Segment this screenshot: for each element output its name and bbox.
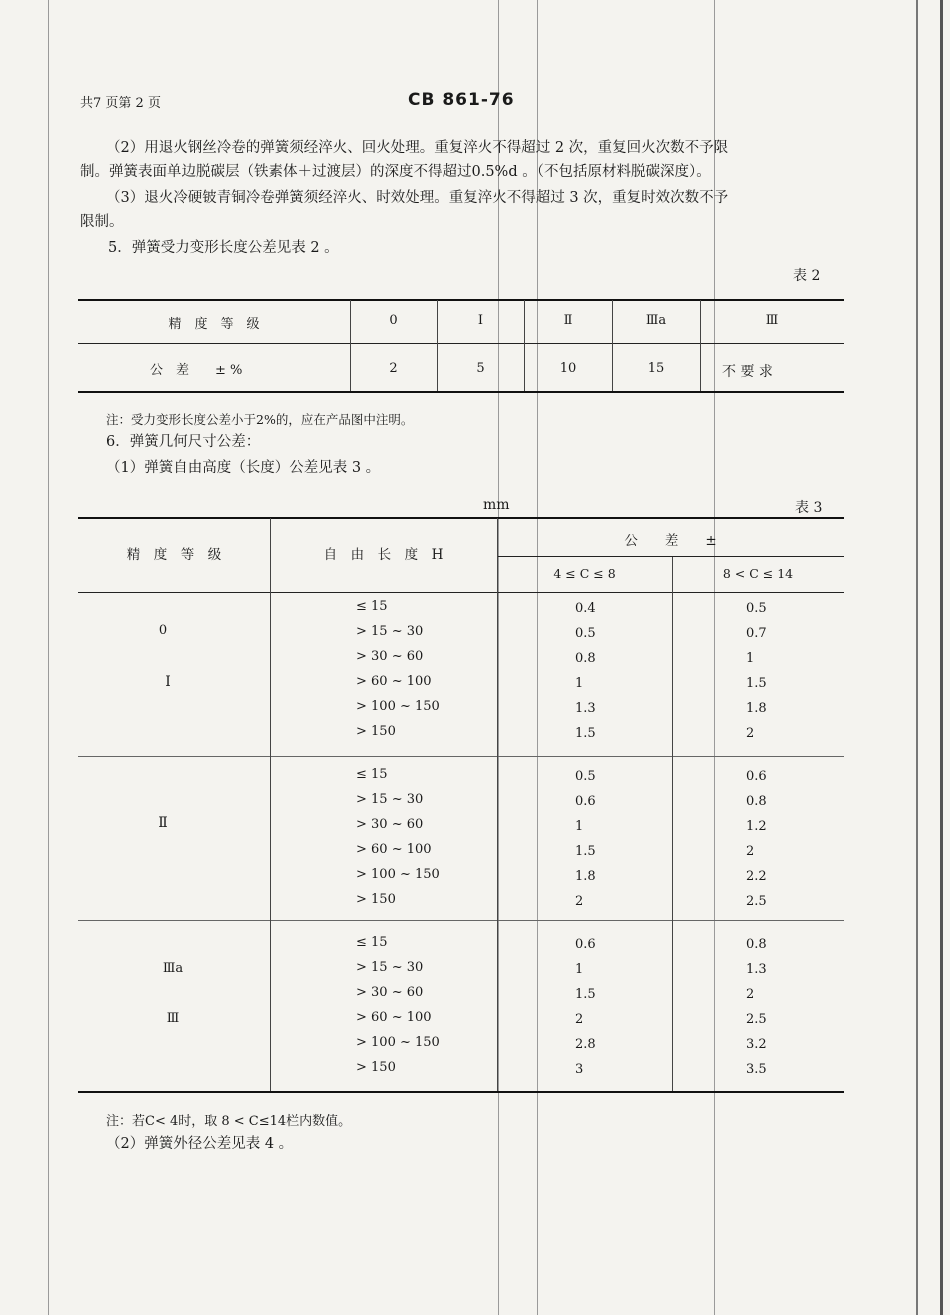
table-2-tolerance: 2 — [389, 361, 398, 376]
table-3-length-cell: > 30 ~ 60 — [356, 649, 424, 664]
table-3-length-cell: ≤ 15 — [356, 767, 388, 782]
table-3-length-cell: > 150 — [356, 892, 396, 907]
table-3-length-cell: > 150 — [356, 1060, 396, 1075]
paragraph-2-line-1: （2）用退火钢丝冷卷的弹簧须经淬火、回火处理。重复淬火不得超过 2 次，重复回火次数不予限 — [106, 140, 729, 156]
table-3-tolerance-cell: 2.5 — [746, 1012, 767, 1027]
table-3-length-cell: > 100 ~ 150 — [356, 699, 440, 714]
table-2-grade: 0 — [389, 313, 398, 328]
table-3-length-cell: > 100 ~ 150 — [356, 867, 440, 882]
table-3-length-cell: > 15 ~ 30 — [356, 960, 424, 975]
scan-line — [48, 0, 49, 1315]
table-3-tolerance-cell: 1.3 — [746, 962, 767, 977]
paragraph-2-line-2: 制。弹簧表面单边脱碳层（铁素体＋过渡层）的深度不得超过0.5%d 。（不包括原材料脱碳深度）。 — [80, 164, 711, 180]
item-6-1: （1）弹簧自由高度（长度）公差见表 3 。 — [106, 460, 381, 476]
table-3-header-grade: 精 度 等 级 — [126, 547, 222, 563]
table-3-top-rule — [78, 517, 844, 519]
scan-line — [940, 0, 943, 1315]
table-3-grade-label: Ⅱ — [158, 815, 168, 831]
table-3-tolerance-cell: 1.5 — [575, 987, 596, 1002]
table-3-divider — [497, 518, 498, 1091]
table-3-tolerance-cell: 1 — [575, 962, 584, 977]
table-3-length-cell: > 15 ~ 30 — [356, 624, 424, 639]
table-3-tolerance-cell: 2 — [575, 894, 584, 909]
table-3-tolerance-cell: 2.5 — [746, 894, 767, 909]
table-3-tolerance-cell: 2.8 — [575, 1037, 596, 1052]
table-2-grade: Ⅱ — [563, 313, 573, 328]
table-3-tolerance-cell: 0.6 — [575, 937, 596, 952]
table-3-tolerance-cell: 1.5 — [575, 726, 596, 741]
table-2-tolerance: 不 要 求 — [722, 364, 773, 380]
table-3-length-cell: ≤ 15 — [356, 599, 388, 614]
table-3-subheader-c-range-1: 4 ≤ C ≤ 8 — [553, 566, 616, 581]
table-3-tolerance-cell: 1.8 — [575, 869, 596, 884]
item-6: 6．弹簧几何尺寸公差： — [106, 434, 261, 450]
table-3-tolerance-cell: 0.6 — [746, 769, 767, 784]
table-3-tolerance-cell: 3.5 — [746, 1062, 767, 1077]
table-3-tolerance-cell: 3 — [575, 1062, 584, 1077]
table-3-tolerance-cell: 1 — [575, 819, 584, 834]
table-3-grade-label: Ⅲa — [162, 961, 184, 976]
table-3-tolerance-cell: 1.5 — [746, 676, 767, 691]
table-3-group-rule — [78, 756, 844, 757]
table-3-tolerance-cell: 1 — [575, 676, 584, 691]
paragraph-3-line-1: （3）退火冷硬铍青铜冷卷弹簧须经淬火、时效处理。重复淬火不得超过 3 次，重复时效次数不予 — [106, 190, 729, 206]
table-3-divider — [672, 557, 673, 1091]
page-info: 共7 页第 2 页 — [80, 96, 161, 111]
table-2-grade: Ⅲa — [645, 313, 667, 328]
table-3-tolerance-cell: 2 — [746, 726, 755, 741]
table-3-tolerance-cell: 0.5 — [575, 626, 596, 641]
table-2-row-header-tolerance: 公 差 ± % — [150, 363, 243, 378]
table-3-length-cell: > 60 ~ 100 — [356, 842, 432, 857]
table-2-tolerance: 10 — [559, 361, 577, 376]
table-3-tolerance-cell: 2 — [746, 987, 755, 1002]
table-3-header-tolerance: 公 差 ± — [624, 533, 717, 549]
table-3-length-cell: > 30 ~ 60 — [356, 817, 424, 832]
table-2-top-rule — [78, 299, 844, 301]
table-3-tolerance-cell: 2.2 — [746, 869, 767, 884]
table-2-row-header-grade: 精 度 等 级 — [168, 317, 260, 332]
table-3-length-cell: > 150 — [356, 724, 396, 739]
table-3-tolerance-cell: 0.7 — [746, 626, 767, 641]
note-table-2: 注：受力变形长度公差小于2%的，应在产品图中注明。 — [106, 412, 414, 427]
paragraph-3-line-2: 限制。 — [80, 214, 124, 230]
table-3-tolerance-cell: 1.5 — [575, 844, 596, 859]
table-3-tolerance-cell: 2 — [575, 1012, 584, 1027]
table-3-tolerance-cell: 0.8 — [746, 937, 767, 952]
table-3-tolerance-cell: 0.4 — [575, 601, 596, 616]
table-3-length-cell: > 60 ~ 100 — [356, 1010, 432, 1025]
table-3-header-length: 自 由 长 度 H — [323, 547, 444, 563]
table-3-tolerance-cell: 1.8 — [746, 701, 767, 716]
table-3-length-cell: > 60 ~ 100 — [356, 674, 432, 689]
table-3-length-cell: ≤ 15 — [356, 935, 388, 950]
table-3-tolerance-cell: 0.6 — [575, 794, 596, 809]
table-3-header-rule — [78, 592, 844, 593]
table-3-tolerance-cell: 1 — [746, 651, 755, 666]
table-3-length-cell: > 15 ~ 30 — [356, 792, 424, 807]
table-2-mid-rule — [78, 343, 844, 344]
table-3-tolerance-cell: 1.3 — [575, 701, 596, 716]
table-3-tolerance-cell: 0.5 — [746, 601, 767, 616]
item-5: 5．弹簧受力变形长度公差见表 2 。 — [108, 240, 339, 256]
table-3-group-rule — [78, 920, 844, 921]
scan-line — [916, 0, 918, 1315]
table-3-tolerance-cell: 0.8 — [746, 794, 767, 809]
table-3-unit: mm — [483, 497, 510, 513]
table-3-grade-label: 0 — [158, 623, 168, 638]
table-3-header-sub-rule — [497, 556, 844, 557]
table-3-tolerance-cell: 0.8 — [575, 651, 596, 666]
table-3-label: 表 3 — [795, 500, 823, 516]
table-2-tolerance: 5 — [476, 361, 485, 376]
table-3-tolerance-cell: 0.5 — [575, 769, 596, 784]
table-3-length-cell: > 100 ~ 150 — [356, 1035, 440, 1050]
table-3-tolerance-cell: 1.2 — [746, 819, 767, 834]
table-3-tolerance-cell: 2 — [746, 844, 755, 859]
table-3-length-cell: > 30 ~ 60 — [356, 985, 424, 1000]
table-3-divider — [270, 518, 271, 1091]
table-2-label: 表 2 — [793, 268, 821, 284]
table-3-bottom-rule — [78, 1091, 844, 1093]
table-3-tolerance-cell: 3.2 — [746, 1037, 767, 1052]
table-3-grade-label: Ⅰ — [165, 674, 171, 690]
table-2-tolerance: 15 — [647, 361, 665, 376]
item-6-2: （2）弹簧外径公差见表 4 。 — [106, 1136, 294, 1152]
table-2-bottom-rule — [78, 391, 844, 393]
table-3-subheader-c-range-2: 8 < C ≤ 14 — [722, 566, 794, 581]
table-2-grade: Ⅰ — [477, 313, 484, 328]
note-table-3: 注：若C< 4时，取 8 < C≤14栏内数值。 — [106, 1114, 352, 1129]
table-3-grade-label: Ⅲ — [166, 1011, 180, 1026]
standard-code: CB 861-76 — [408, 90, 515, 110]
table-2-grade: Ⅲ — [765, 313, 779, 328]
